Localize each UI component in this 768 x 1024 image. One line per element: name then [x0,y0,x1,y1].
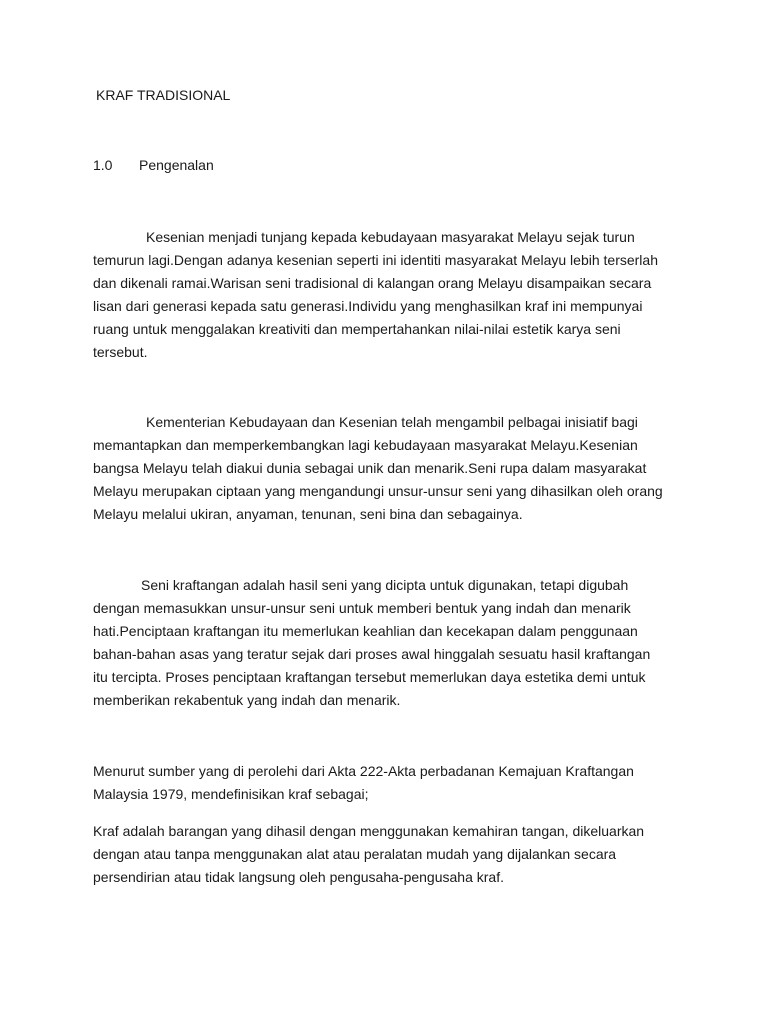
paragraph-line: Melayu melalui ukiran, anyaman, tenunan, seni bina dan sebagainya. [93,506,523,522]
paragraph-kementerian [93,411,663,526]
paragraph-line: tersebut. [93,344,148,360]
paragraph-line: dan dikenali ramai.Warisan seni tradisional di kalangan orang Melayu disampaikan secara [93,275,652,291]
paragraph-definisi-kraf [93,820,644,889]
paragraph-line: persendirian atau tidak langsung oleh pengusaha-pengusaha kraf. [93,869,504,885]
section-heading [93,157,214,174]
paragraph-kesenian [93,226,658,364]
paragraph-line: ruang untuk menggalakan kreativiti dan mempertahankan nilai-nilai estetik karya seni [93,321,621,337]
paragraph-line: memantapkan dan memperkembangkan lagi kebudayaan masyarakat Melayu.Kesenian [93,437,638,453]
paragraph-line: Kementerian Kebudayaan dan Kesenian telah mengambil pelbagai inisiatif bagi [146,414,638,430]
paragraph-line: bahan-bahan asas yang teratur sejak dari proses awal hinggalah sesuatu hasil kraftangan [93,646,651,662]
paragraph-line: dengan memasukkan unsur-unsur seni untuk memberi bentuk yang indah dan menarik [93,600,631,616]
paragraph-line: Malaysia 1979, mendefinisikan kraf sebagai; [93,786,369,802]
paragraph-line: itu tercipta. Proses penciptaan kraftangan tersebut memerlukan daya estetika demi untuk [93,669,646,685]
paragraph-line: memberikan rekabentuk yang indah dan menarik. [93,692,401,708]
paragraph-line: dengan atau tanpa menggunakan alat atau peralatan mudah yang dijalankan secara [93,846,617,862]
paragraph-menurut-sumber [93,760,634,806]
document-title: KRAF TRADISIONAL [96,87,231,103]
paragraph-line: temurun lagi.Dengan adanya kesenian seperti ini identiti masyarakat Melayu lebih terserlah [93,252,658,268]
paragraph-line: bangsa Melayu telah diakui dunia sebagai unik dan menarik.Seni rupa dalam masyarakat [93,460,647,476]
paragraph-line: Melayu merupakan ciptaan yang mengandungi unsur-unsur seni yang dihasilkan oleh orang [93,483,663,499]
paragraph-seni-kraftangan [93,574,650,712]
paragraph-line: Seni kraftangan adalah hasil seni yang dicipta untuk digunakan, tetapi digubah [141,577,629,593]
paragraph-line: Kesenian menjadi tunjang kepada kebudayaan masyarakat Melayu sejak turun [146,229,635,245]
paragraph-line: Menurut sumber yang di perolehi dari Akta 222-Akta perbadanan Kemajuan Kraftangan [93,763,634,779]
paragraph-line: lisan dari generasi kepada satu generasi.Individu yang menghasilkan kraf ini mempunyai [93,298,643,314]
section-number: 1.0 [93,157,113,173]
paragraph-line: hati.Penciptaan kraftangan itu memerlukan keahlian dan kecekapan dalam penggunaan [93,623,638,639]
paragraph-line: Kraf adalah barangan yang dihasil dengan menggunakan kemahiran tangan, dikeluarkan [93,823,645,839]
section-title: Pengenalan [139,157,214,173]
